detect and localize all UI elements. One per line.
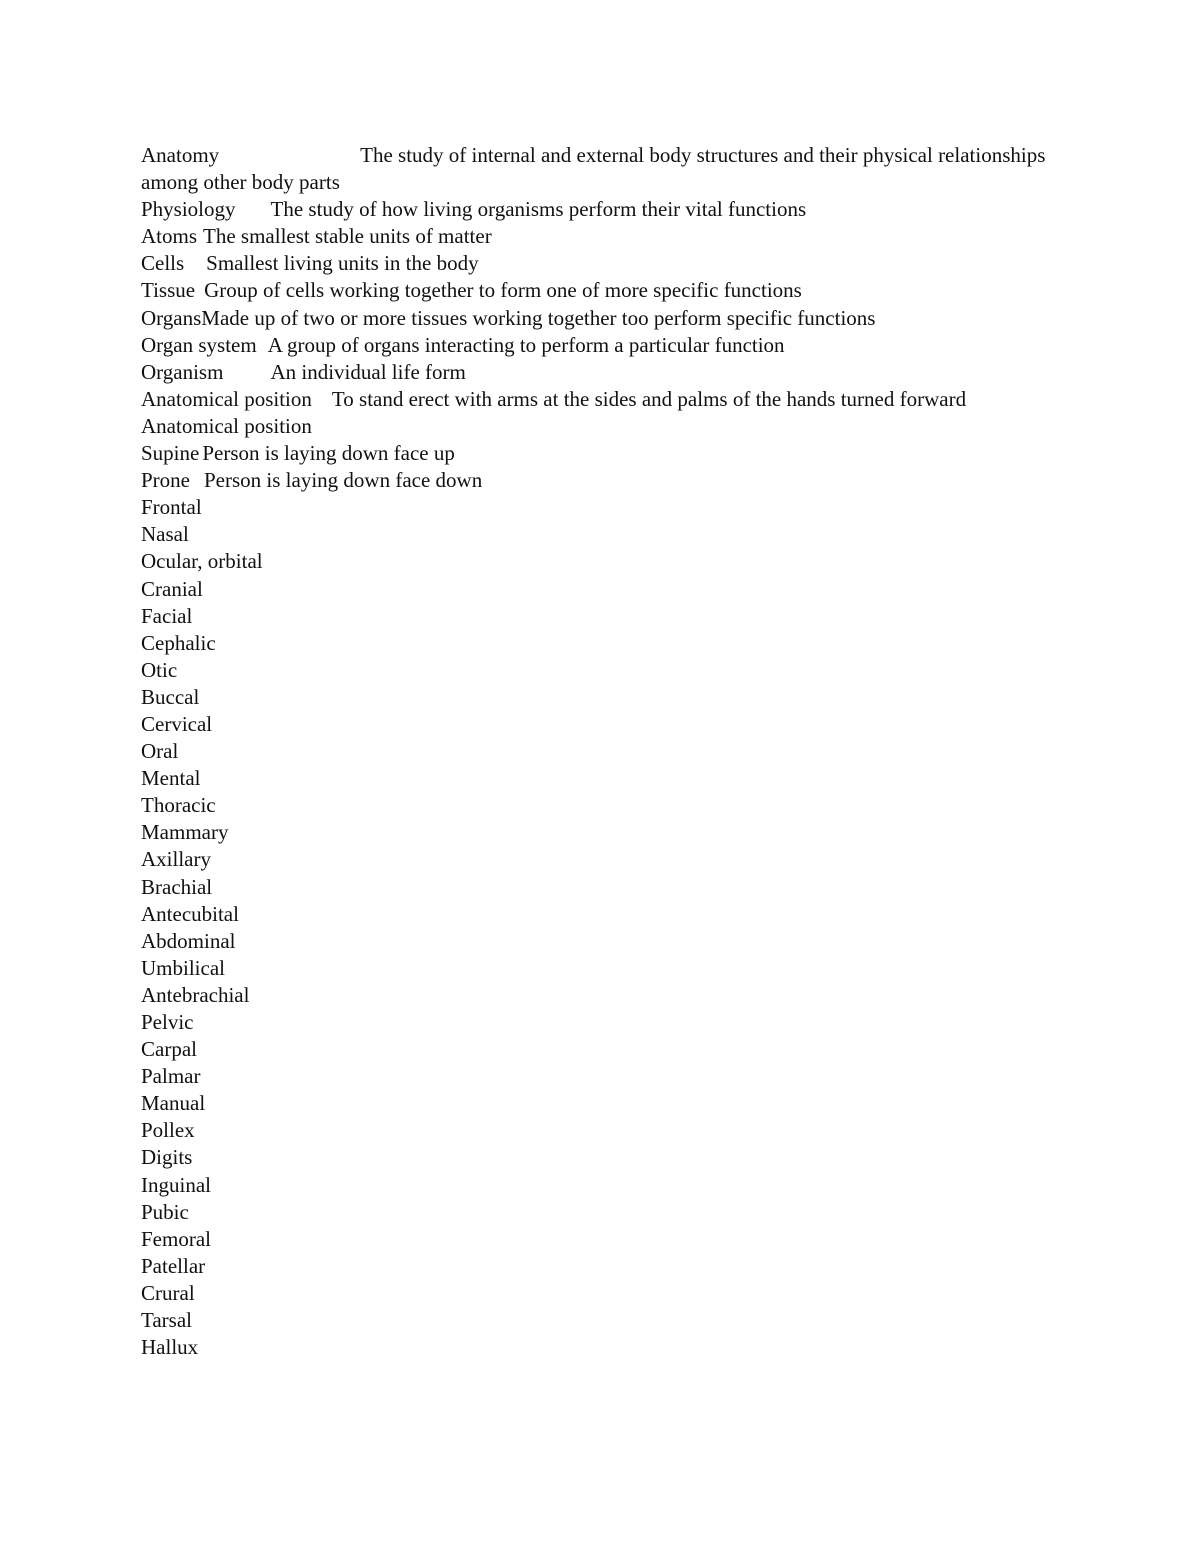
term-line: Crural (141, 1280, 195, 1305)
term-line: Buccal (141, 684, 200, 709)
definition: The smallest stable units of matter (203, 224, 492, 249)
definition-line-anatomical-position (141, 386, 1081, 413)
term: Anatomical position (141, 386, 312, 411)
term: Organs (141, 305, 202, 330)
term-line: Brachial (141, 874, 213, 899)
definition-line-organ-system (141, 332, 1081, 359)
term-line: Tarsal (141, 1308, 193, 1333)
term-line: Abdominal (141, 928, 236, 953)
definition-line-anatomical-position-2 (141, 413, 1081, 440)
definition: Smallest living units in the body (206, 251, 479, 276)
term-line: Frontal (141, 495, 202, 520)
term: Prone (141, 468, 190, 493)
definition-line-physiology (141, 196, 1081, 223)
term: Anatomy (141, 143, 220, 167)
term-line: Pollex (141, 1118, 195, 1143)
term-line: Nasal (141, 522, 189, 547)
definition-line-anatomy (141, 142, 1081, 196)
definition-line-organism (141, 359, 1081, 386)
term-line: Oral (141, 739, 179, 764)
term: Physiology (141, 197, 236, 222)
term: Atoms (141, 224, 198, 249)
term: Organism (141, 359, 224, 384)
term-line: Carpal (141, 1037, 197, 1062)
term: Cells (141, 251, 185, 276)
definition: A group of organs interacting to perform a particular function (267, 332, 785, 357)
definition: Group of cells working together to form one of more specific functions (204, 278, 802, 303)
definition: An individual life form (270, 359, 466, 384)
term: Anatomical position (141, 413, 312, 438)
term-line: Otic (141, 657, 178, 682)
term: Organ system (141, 332, 257, 357)
term-line: Axillary (141, 847, 211, 872)
definition: The study of internal and external body structures and their physical relationships among other body parts (141, 143, 1051, 195)
document-body (141, 142, 1081, 1361)
definition: Person is laying down face up (202, 441, 455, 466)
term-line: Inguinal (141, 1172, 211, 1197)
term-line: Cranial (141, 576, 203, 601)
definition: To stand erect with arms at the sides and palms of the hands turned forward (331, 386, 967, 411)
term-line: Pubic (141, 1199, 189, 1224)
term-line: Digits (141, 1145, 193, 1170)
term-line: Mammary (141, 820, 229, 845)
definition-line-organs (141, 305, 1081, 332)
term-line: Mental (141, 766, 201, 791)
term-line: Facial (141, 603, 193, 628)
term-line: Cervical (141, 711, 213, 736)
term: Supine (141, 441, 200, 466)
term-line: Patellar (141, 1253, 206, 1278)
term: Tissue (141, 278, 196, 303)
term-line: Pelvic (141, 1010, 194, 1034)
definition: Made up of two or more tissues working together too perform specific functions (201, 305, 876, 330)
term-line: Femoral (141, 1226, 211, 1251)
definition: The study of how living organisms perform their vital functions (270, 197, 807, 222)
term-line: Umbilical (141, 955, 225, 980)
term-line: Ocular, orbital (141, 549, 263, 574)
term-line: Antebrachial (141, 982, 250, 1007)
term-line: Hallux (141, 1335, 199, 1360)
term-line: Antecubital (141, 901, 239, 926)
definition-line-prone (141, 467, 1081, 494)
term-line: Cephalic (141, 630, 216, 655)
definition-line-cells (141, 250, 1081, 277)
term-line: Thoracic (141, 793, 216, 818)
definition-line-tissue (141, 277, 1081, 304)
definition-line-supine (141, 440, 1081, 467)
term-line: Manual (141, 1091, 206, 1116)
definition-line-atoms (141, 223, 1081, 250)
term-line: Palmar (141, 1064, 201, 1089)
definition: Person is laying down face down (204, 468, 483, 493)
